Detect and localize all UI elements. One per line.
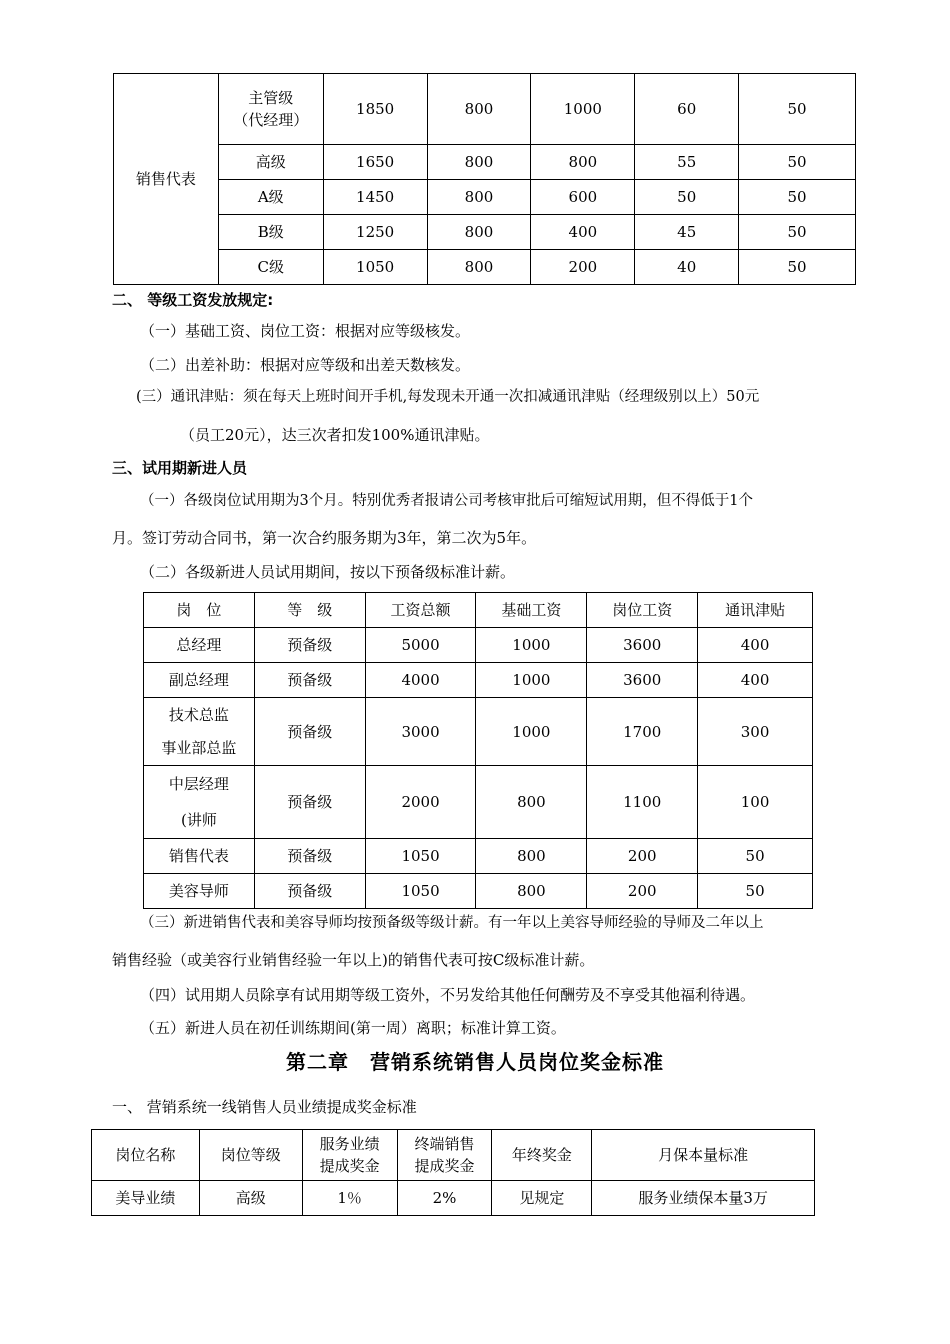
value-cell: 5000 (365, 628, 476, 663)
value-cell: 1050 (323, 250, 427, 285)
value-cell: 50 (739, 215, 856, 250)
subsection-heading: 一、 营销系统一线销售人员业绩提成奖金标准 (112, 1098, 417, 1116)
bonus-standard-table (91, 1129, 815, 1216)
value-cell: 800 (476, 874, 587, 909)
value-cell: 50 (739, 180, 856, 215)
section2-item3-line2: （员工20元），达三次者扣发100%通讯津贴。 (180, 426, 490, 444)
value-cell: 3000 (365, 698, 476, 766)
column-header: 等 级 (254, 593, 365, 628)
column-header: 岗位等级 (199, 1130, 302, 1181)
section3-item1-line2: 月。签订劳动合同书，第一次合约服务期为3年，第二次为5年。 (112, 529, 537, 547)
section2-item3-line1: (三）通讯津贴：须在每天上班时间开手机,每发现未开通一次扣减通讯津贴（经理级别以上）50元 (136, 389, 760, 405)
column-header: 基础工资 (476, 593, 587, 628)
value-cell: 200 (587, 839, 698, 874)
value-cell: 1000 (476, 663, 587, 698)
column-header: 月保本量标准 (592, 1130, 815, 1181)
table-row (144, 874, 813, 909)
section3-item2: （二）各级新进人员试用期间，按以下预备级标准计薪。 (140, 563, 516, 581)
column-header: 服务业绩 提成奖金 (302, 1130, 397, 1181)
value-cell: 50 (739, 250, 856, 285)
value-cell: 40 (635, 250, 739, 285)
value-cell: 60 (635, 74, 739, 145)
value-cell: 300 (698, 698, 813, 766)
section3-item4: （四）试用期人员除享有试用期等级工资外，不另发给其他任何酬劳及不享受其他福利待遇。 (140, 986, 756, 1004)
table-row (144, 628, 813, 663)
level-cell: 预备级 (254, 628, 365, 663)
value-cell: 800 (427, 215, 531, 250)
value-cell: 1％ (302, 1181, 397, 1216)
level-cell: C级 (218, 250, 323, 285)
value-cell: 2000 (365, 766, 476, 839)
value-cell: 800 (476, 766, 587, 839)
value-cell: 1650 (323, 145, 427, 180)
value-cell: 3600 (587, 663, 698, 698)
value-cell: 3600 (587, 628, 698, 663)
column-header: 通讯津贴 (698, 593, 813, 628)
value-cell: 1250 (323, 215, 427, 250)
level-cell: 预备级 (254, 874, 365, 909)
value-cell: 800 (531, 145, 635, 180)
column-header: 工资总额 (365, 593, 476, 628)
value-cell: 1700 (587, 698, 698, 766)
table-row (92, 1181, 815, 1216)
value-cell: 55 (635, 145, 739, 180)
table-header-row (144, 593, 813, 628)
value-cell: 50 (739, 74, 856, 145)
value-cell: 2% (397, 1181, 492, 1216)
group-label-cell: 销售代表 (114, 74, 219, 285)
position-cell: 美容导师 (144, 874, 255, 909)
level-cell: 预备级 (254, 766, 365, 839)
position-cell: 技术总监 事业部总监 (144, 698, 255, 766)
column-header: 岗 位 (144, 593, 255, 628)
table-row (144, 663, 813, 698)
section2-item2: （二）出差补助：根据对应等级和出差天数核发。 (140, 356, 471, 374)
section3-item1-line1: （一）各级岗位试用期为3个月。特别优秀者报请公司考核审批后可缩短试用期，但不得低于1个 (140, 493, 753, 509)
level-cell: 高级 (199, 1181, 302, 1216)
value-cell: 1050 (365, 874, 476, 909)
value-cell: 100 (698, 766, 813, 839)
value-cell: 见规定 (492, 1181, 592, 1216)
column-header: 岗位工资 (587, 593, 698, 628)
value-cell: 服务业绩保本量3万 (592, 1181, 815, 1216)
value-cell: 1000 (476, 698, 587, 766)
value-cell: 400 (698, 663, 813, 698)
section3-heading: 三、试用期新进人员 (112, 459, 248, 477)
table-row (144, 698, 813, 766)
table-row (114, 180, 856, 215)
value-cell: 50 (698, 839, 813, 874)
level-cell: A级 (218, 180, 323, 215)
value-cell: 50 (739, 145, 856, 180)
value-cell: 45 (635, 215, 739, 250)
value-cell: 200 (587, 874, 698, 909)
value-cell: 800 (427, 74, 531, 145)
section3-item3-line2: 销售经验（或美容行业销售经验一年以上)的销售代表可按C级标准计薪。 (112, 951, 595, 969)
table-row (114, 215, 856, 250)
value-cell: 800 (427, 145, 531, 180)
position-cell: 副总经理 (144, 663, 255, 698)
salary-level-table (113, 73, 856, 285)
value-cell: 800 (427, 180, 531, 215)
position-cell: 总经理 (144, 628, 255, 663)
column-header: 终端销售 提成奖金 (397, 1130, 492, 1181)
table-row (114, 250, 856, 285)
value-cell: 800 (427, 250, 531, 285)
value-cell: 1100 (587, 766, 698, 839)
section2-heading: 二、 等级工资发放规定: (112, 291, 274, 309)
value-cell: 1000 (531, 74, 635, 145)
value-cell: 50 (698, 874, 813, 909)
level-cell: 预备级 (254, 839, 365, 874)
value-cell: 1850 (323, 74, 427, 145)
level-cell: B级 (218, 215, 323, 250)
value-cell: 400 (531, 215, 635, 250)
table-row (114, 145, 856, 180)
value-cell: 1450 (323, 180, 427, 215)
value-cell: 1000 (476, 628, 587, 663)
position-cell: 中层经理 (讲师 (144, 766, 255, 839)
name-cell: 美导业绩 (92, 1181, 200, 1216)
value-cell: 50 (635, 180, 739, 215)
level-cell: 预备级 (254, 663, 365, 698)
value-cell: 400 (698, 628, 813, 663)
level-cell: 高级 (218, 145, 323, 180)
column-header: 年终奖金 (492, 1130, 592, 1181)
position-cell: 销售代表 (144, 839, 255, 874)
value-cell: 1050 (365, 839, 476, 874)
level-cell: 主管级 （代经理） (218, 74, 323, 145)
section3-item3-line1: （三）新进销售代表和美容导师均按预备级等级计薪。有一年以上美容导师经验的导师及二年以上 (140, 915, 764, 931)
table-row (144, 766, 813, 839)
table-row (144, 839, 813, 874)
table-header-row (92, 1130, 815, 1181)
section3-item5: （五）新进人员在初任训练期间(第一周）离职；标准计算工资。 (140, 1019, 566, 1037)
table-row (114, 74, 856, 145)
section2-item1: （一）基础工资、岗位工资：根据对应等级核发。 (140, 322, 471, 340)
value-cell: 800 (476, 839, 587, 874)
column-header: 岗位名称 (92, 1130, 200, 1181)
value-cell: 600 (531, 180, 635, 215)
probation-salary-table (143, 592, 813, 909)
chapter-title: 第二章 营销系统销售人员岗位奖金标准 (286, 1050, 664, 1074)
level-cell: 预备级 (254, 698, 365, 766)
value-cell: 4000 (365, 663, 476, 698)
value-cell: 200 (531, 250, 635, 285)
